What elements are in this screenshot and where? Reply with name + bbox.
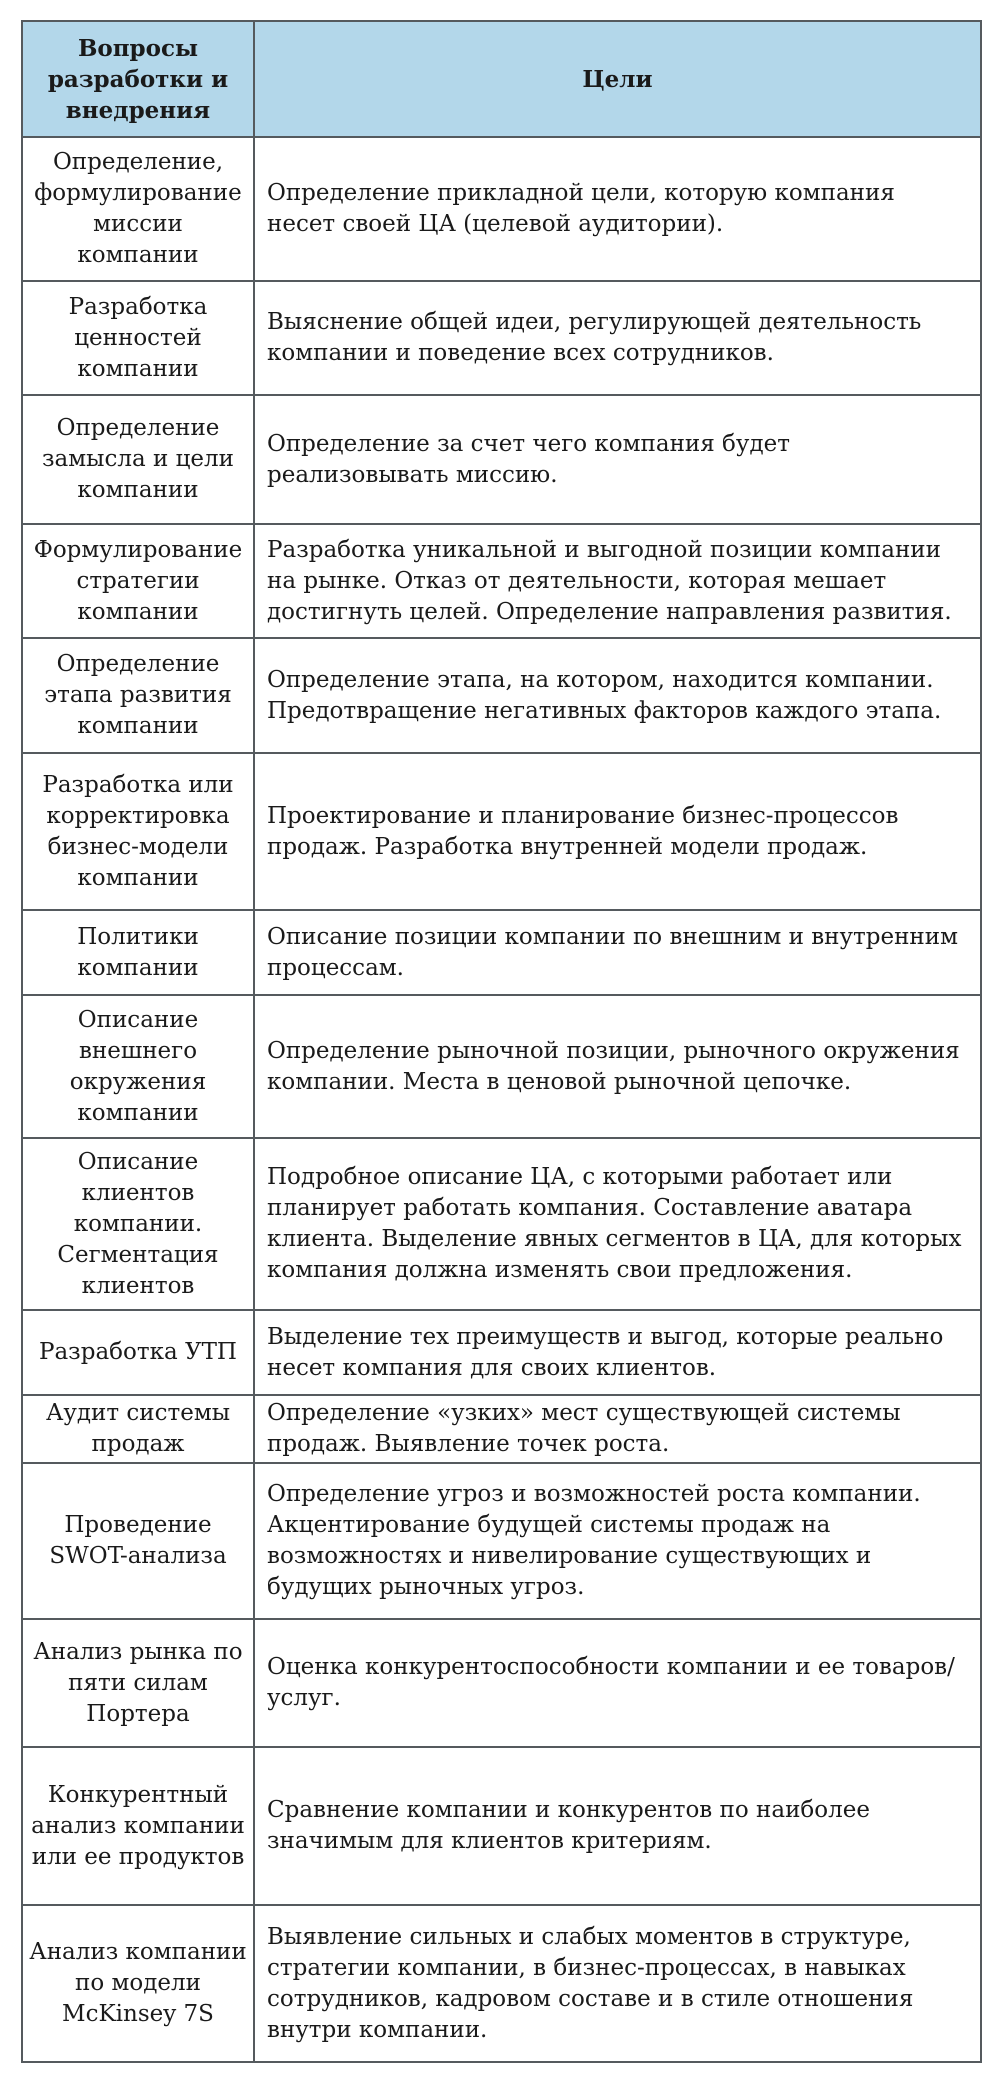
table-row <box>22 638 981 753</box>
goal-cell: Определение рыночной позиции, рыночного окружения компании. Места в ценовой рыночной цепочке. <box>254 995 981 1138</box>
header-questions: Вопросы разработки и внедрения <box>22 21 254 137</box>
table-row <box>22 395 981 524</box>
question-cell: Конкурентный анализ компании или ее продуктов <box>22 1747 254 1905</box>
goal-cell: Проектирование и планирование бизнес-процессов продаж. Разработка внутренней модели продаж. <box>254 753 981 910</box>
question-cell: Формулирование стратегии компании <box>22 524 254 638</box>
goal-cell: Определение угроз и возможностей роста компании. Акцентирование будущей системы продаж на возможностях и нивелирование существующих и будущих рыночных угроз. <box>254 1463 981 1619</box>
table-row <box>22 524 981 638</box>
goal-cell: Описание позиции компании по внешним и внутренним процессам. <box>254 910 981 995</box>
question-cell: Политики компании <box>22 910 254 995</box>
goal-cell: Разработка уникальной и выгодной позиции компании на рынке. Отказ от деятельности, которая мешает достигнуть целей. Определение направления развития. <box>254 524 981 638</box>
question-cell: Описание клиентов компании. Сегментация клиентов <box>22 1138 254 1310</box>
goal-cell: Оценка конкурентоспособности компании и ее товаров/услуг. <box>254 1619 981 1747</box>
table-row <box>22 910 981 995</box>
table-row <box>22 995 981 1138</box>
goal-cell: Подробное описание ЦА, с которыми работает или планирует работать компания. Составление аватара клиента. Выделение явных сегментов в ЦА, для которых компания должна изменять свои предложения. <box>254 1138 981 1310</box>
goal-cell: Определение прикладной цели, которую компания несет своей ЦА (целевой аудитории). <box>254 137 981 281</box>
question-cell: Аудит системы продаж <box>22 1395 254 1463</box>
question-cell: Описание внешнего окружения компании <box>22 995 254 1138</box>
goal-cell: Определение за счет чего компания будет реализовывать миссию. <box>254 395 981 524</box>
table-row <box>22 281 981 395</box>
table-row <box>22 1395 981 1463</box>
goal-cell: Сравнение компании и конкурентов по наиболее значимым для клиентов критериям. <box>254 1747 981 1905</box>
question-cell: Анализ компании по модели McKinsey 7S <box>22 1905 254 2062</box>
table-row <box>22 1310 981 1395</box>
question-cell: Определение этапа развития компании <box>22 638 254 753</box>
table-row <box>22 753 981 910</box>
goal-cell: Выделение тех преимуществ и выгод, которые реально несет компания для своих клиентов. <box>254 1310 981 1395</box>
question-cell: Разработка ценностей компании <box>22 281 254 395</box>
table-row <box>22 137 981 281</box>
table-row <box>22 1463 981 1619</box>
question-cell: Анализ рынка по пяти силам Портера <box>22 1619 254 1747</box>
header-row <box>22 21 981 137</box>
question-cell: Разработка или корректировка бизнес-модели компании <box>22 753 254 910</box>
table-row <box>22 1138 981 1310</box>
table-row <box>22 1747 981 1905</box>
goal-cell: Выяснение общей идеи, регулирующей деятельность компании и поведение всех сотрудников. <box>254 281 981 395</box>
table-row <box>22 1905 981 2062</box>
question-cell: Проведение SWOT-анализа <box>22 1463 254 1619</box>
goal-cell: Выявление сильных и слабых моментов в структуре, стратегии компании, в бизнес-процессах, в навыках сотрудников, кадровом составе и в стиле отношения внутри компании. <box>254 1905 981 2062</box>
goal-cell: Определение «узких» мест существующей системы продаж. Выявление точек роста. <box>254 1395 981 1463</box>
question-cell: Определение замысла и цели компании <box>22 395 254 524</box>
table-row <box>22 1619 981 1747</box>
question-cell: Определение, формулирование миссии компании <box>22 137 254 281</box>
question-cell: Разработка УТП <box>22 1310 254 1395</box>
goal-cell: Определение этапа, на котором, находится компании. Предотвращение негативных факторов каждого этапа. <box>254 638 981 753</box>
goals-table <box>21 20 982 2063</box>
header-goals: Цели <box>254 21 981 137</box>
